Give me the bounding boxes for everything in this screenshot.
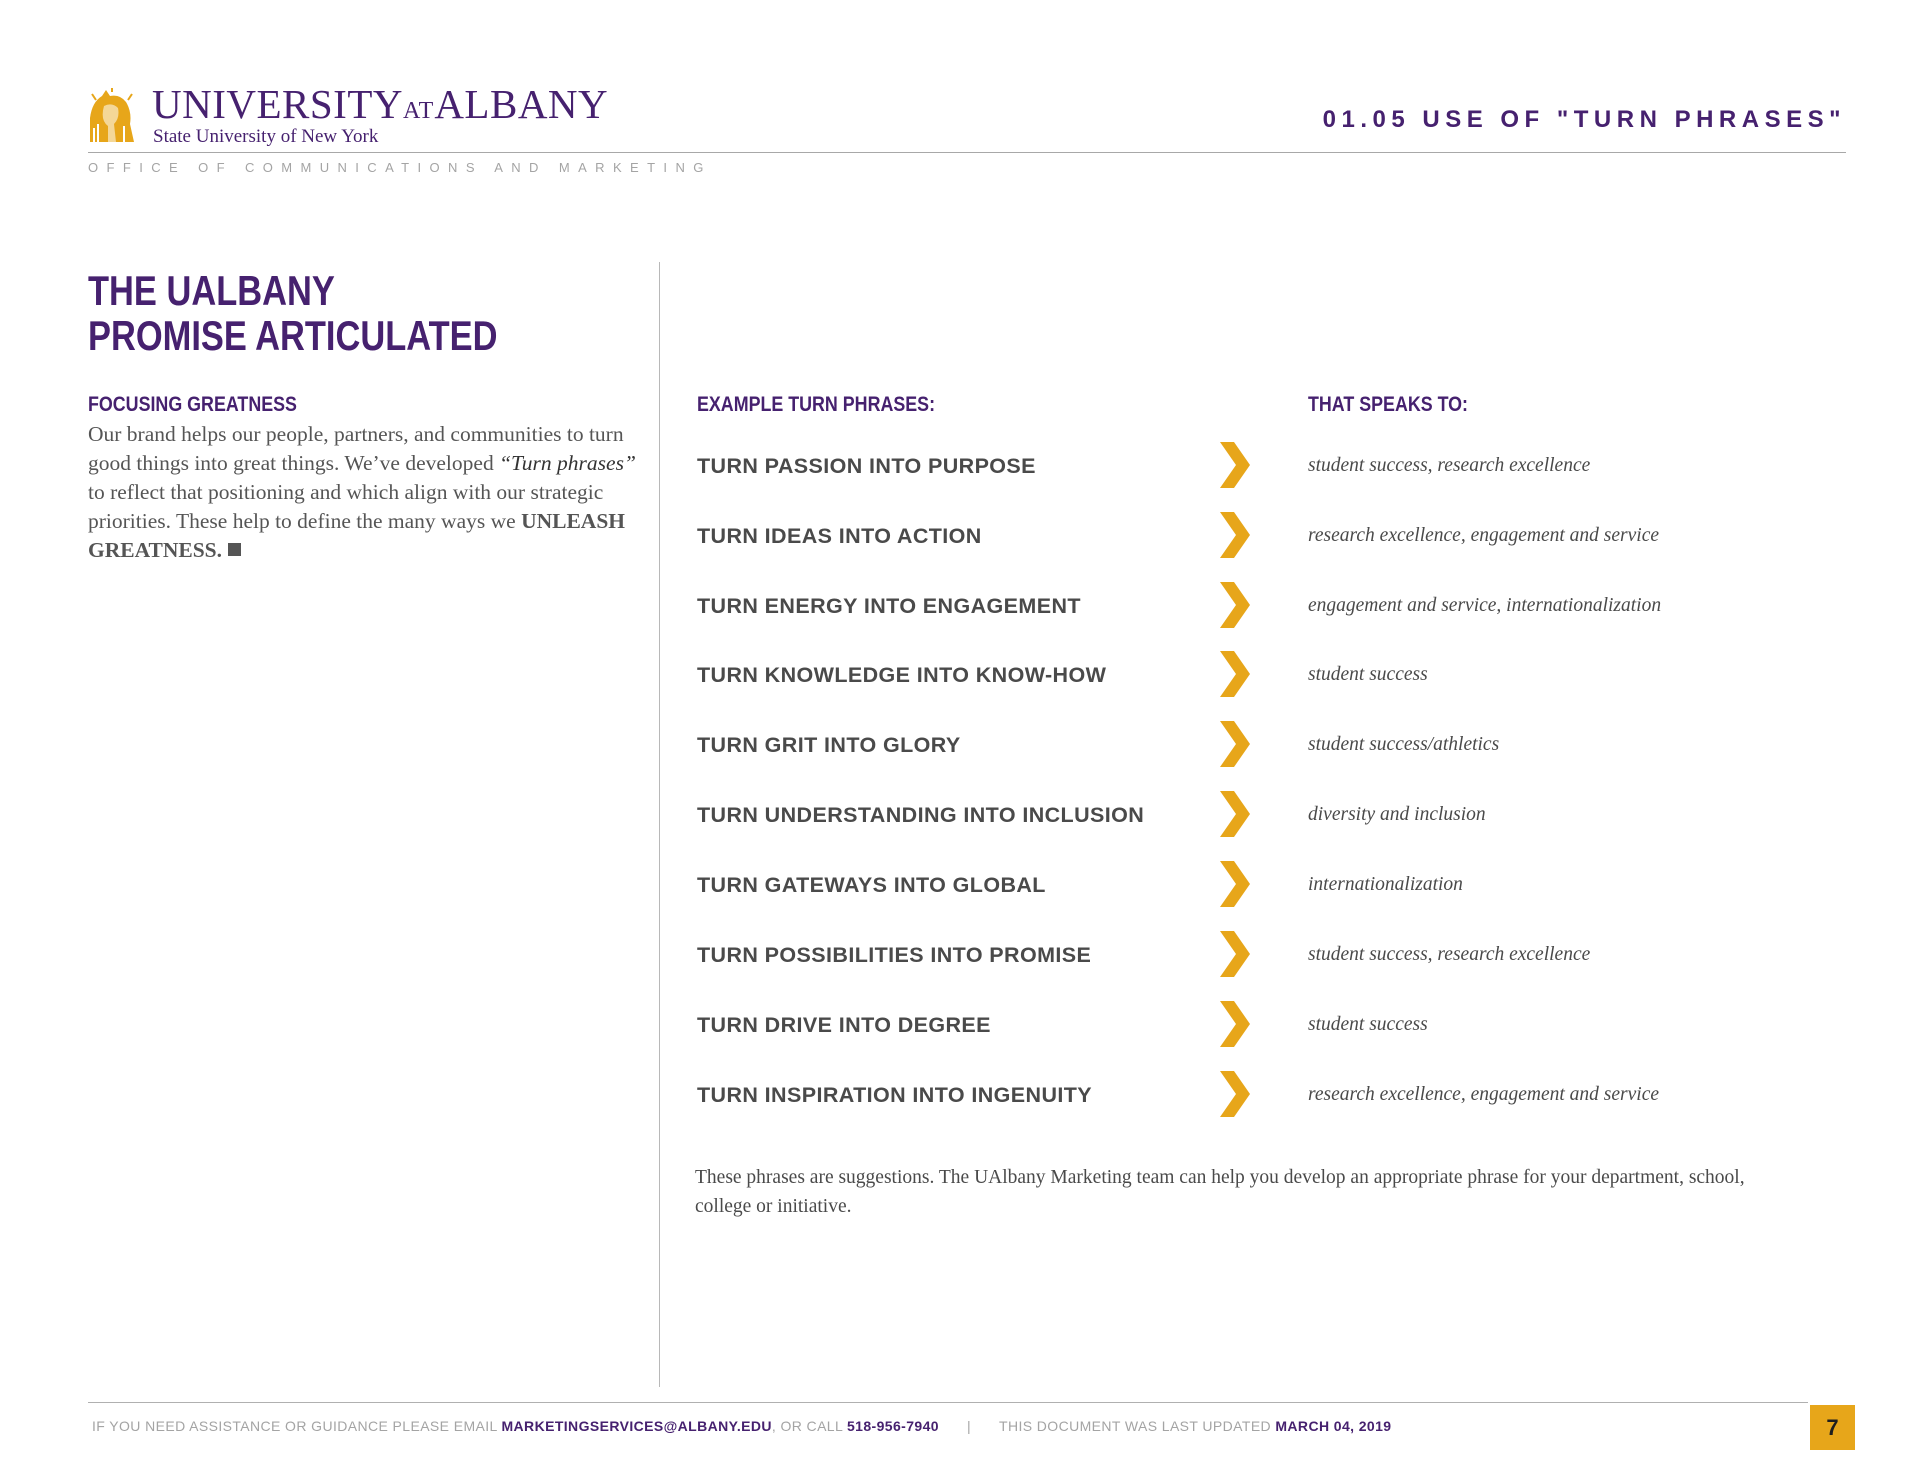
phrase-row (0, 871, 1920, 927)
phrases-column-heading: EXAMPLE TURN PHRASES: (697, 393, 936, 416)
chevron-right-icon (1216, 512, 1252, 558)
speaks-column-heading: THAT SPEAKS TO: (1308, 393, 1468, 416)
chevron-right-icon (1216, 442, 1252, 488)
turn-phrase: TURN DRIVE INTO DEGREE (697, 1013, 991, 1037)
chevron-right-icon (1216, 931, 1252, 977)
chevron-right-icon (1216, 1071, 1252, 1117)
turn-phrase: TURN PASSION INTO PURPOSE (697, 454, 1036, 478)
phrase-row (0, 941, 1920, 997)
phrase-row (0, 452, 1920, 508)
phrase-row (0, 1011, 1920, 1067)
speaks-to-text: engagement and service, internationalization (1308, 595, 1662, 616)
page-title (88, 268, 547, 358)
turn-phrase: TURN UNDERSTANDING INTO INCLUSION (697, 803, 1145, 827)
phrase-row (0, 1081, 1920, 1137)
footer-email-link[interactable]: MARKETINGSERVICES@ALBANY.EDU (501, 1418, 772, 1434)
phrase-row (0, 731, 1920, 787)
speaks-to-text: diversity and inclusion (1308, 804, 1486, 825)
phrase-row (0, 592, 1920, 648)
speaks-to-text: student success, research excellence (1308, 944, 1591, 965)
speaks-to-text: student success (1308, 664, 1428, 685)
page-number: 7 (1810, 1405, 1855, 1450)
logo-wordmark: UNIVERSITYATALBANY (152, 81, 609, 127)
speaks-to-text: research excellence, engagement and service (1308, 525, 1660, 546)
page-title-line-2: PROMISE ARTICULATED (88, 312, 498, 359)
turn-phrase: TURN INSPIRATION INTO INGENUITY (697, 1083, 1093, 1107)
speaks-to-text: internationalization (1308, 874, 1463, 895)
minerva-logo-icon (86, 88, 138, 144)
turn-phrase: TURN POSSIBILITIES INTO PROMISE (697, 943, 1092, 967)
header-rule (88, 152, 1846, 153)
section-title: 01.05 USE OF "TURN PHRASES" (1322, 106, 1846, 133)
footer-rule (88, 1402, 1808, 1403)
chevron-right-icon (1216, 721, 1252, 767)
page-title-line-1: THE UALBANY (88, 267, 335, 314)
turn-phrase: TURN GRIT INTO GLORY (697, 733, 961, 757)
speaks-to-text: research excellence, engagement and service (1308, 1084, 1660, 1105)
speaks-to-text: student success (1308, 1014, 1428, 1035)
footer: IF YOU NEED ASSISTANCE OR GUIDANCE PLEASE EMAIL MARKETINGSERVICES@ALBANY.EDU, OR CALL 518-956-7940 | THIS DOCUMENT WAS LAST UPDATED MARCH 04, 2019 (92, 1418, 1392, 1434)
office-name: OFFICE OF COMMUNICATIONS AND MARKETING (88, 160, 712, 175)
chevron-right-icon (1216, 791, 1252, 837)
chevron-right-icon (1216, 861, 1252, 907)
footer-phone: 518-956-7940 (846, 1418, 939, 1434)
suggestion-note: These phrases are suggestions. The UAlbany Marketing team can help you develop an appropriate phrase for your department, school, college or initiative. (695, 1167, 1745, 1217)
chevron-right-icon (1216, 582, 1252, 628)
turn-phrase: TURN IDEAS INTO ACTION (697, 524, 982, 548)
footer-updated-date: MARCH 04, 2019 (1275, 1418, 1392, 1434)
speaks-to-text: student success, research excellence (1308, 455, 1591, 476)
chevron-right-icon (1216, 1001, 1252, 1047)
intro-paragraph: Our brand helps our people, partners, and communities to turn good things into great things. We’ve developed “Turn phrases” to reflect that positioning and which align with our strategic priorities. These help to define the many ways we UNLEASH GREATNESS. (88, 422, 636, 562)
chevron-right-icon (1216, 651, 1252, 697)
logo-subtitle: State University of New York (153, 126, 379, 147)
turn-phrase: TURN ENERGY INTO ENGAGEMENT (697, 594, 1081, 618)
speaks-to-text: student success/athletics (1308, 734, 1500, 755)
phrase-row (0, 801, 1920, 857)
phrase-row (0, 522, 1920, 578)
phrase-row (0, 661, 1920, 717)
turn-phrase: TURN GATEWAYS INTO GLOBAL (697, 873, 1046, 897)
left-subhead: FOCUSING GREATNESS (88, 393, 297, 416)
turn-phrase: TURN KNOWLEDGE INTO KNOW-HOW (697, 663, 1107, 687)
footer-separator: | (966, 1418, 971, 1434)
